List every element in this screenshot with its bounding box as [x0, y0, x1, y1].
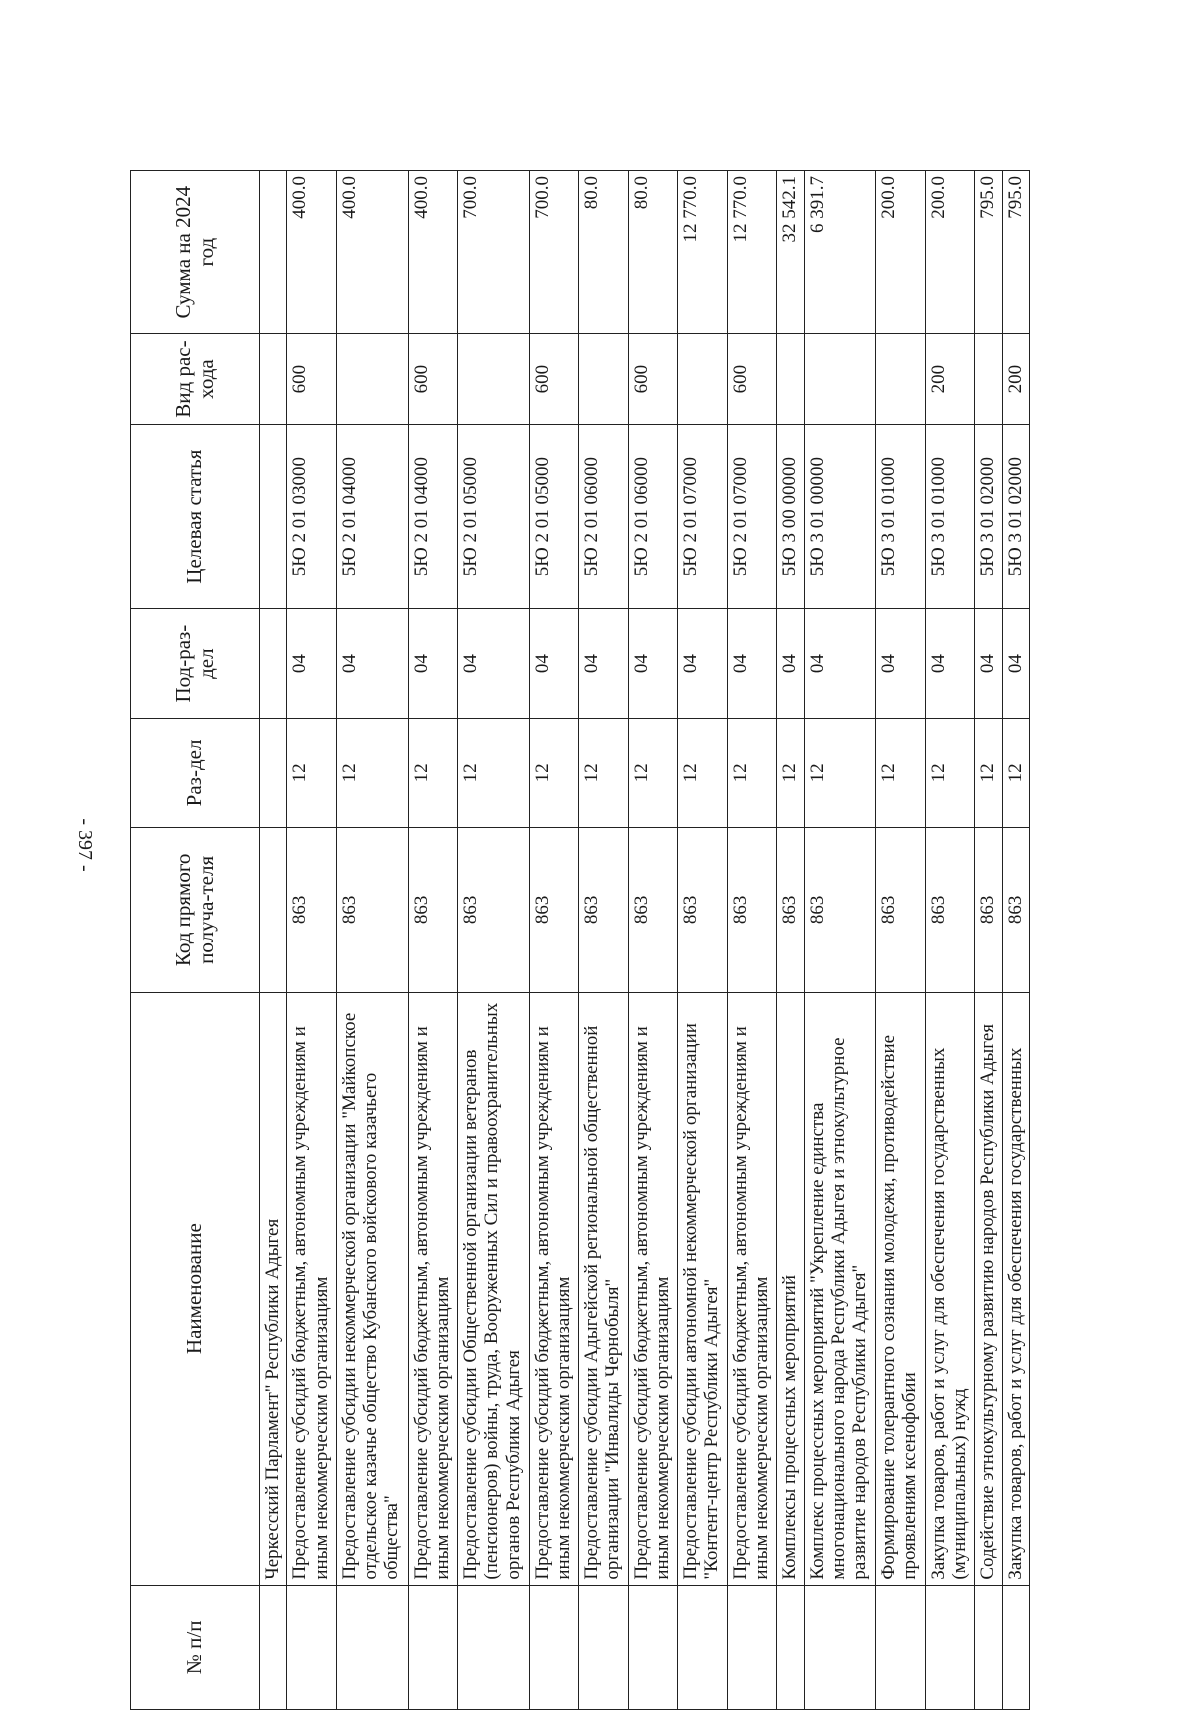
cell-amount: 6 391.7 — [804, 171, 876, 334]
cell-expense-type: 600 — [529, 334, 579, 424]
cell-name: Предоставление субсидий бюджетным, автономным учреждениям и иным некоммерческим организациям — [529, 992, 579, 1585]
cell-subsection: 04 — [925, 609, 975, 718]
cell-subsection: 04 — [628, 609, 678, 718]
table-row — [260, 171, 287, 1710]
cell-section: 12 — [1002, 718, 1030, 827]
cell-amount: 200.0 — [876, 171, 926, 334]
cell-num — [876, 1585, 926, 1709]
cell-recipient-code: 863 — [458, 828, 530, 993]
cell-recipient-code: 863 — [975, 828, 1002, 993]
table-row — [287, 171, 337, 1710]
cell-subsection: 04 — [336, 609, 408, 718]
cell-expense-type: 600 — [628, 334, 678, 424]
cell-expense-type — [458, 334, 530, 424]
col-header-target-article: Целевая статья — [131, 424, 260, 609]
cell-section: 12 — [579, 718, 629, 827]
table-row — [1002, 171, 1030, 1710]
cell-num — [336, 1585, 408, 1709]
cell-subsection: 04 — [975, 609, 1002, 718]
cell-expense-type — [336, 334, 408, 424]
cell-amount: 795.0 — [1002, 171, 1030, 334]
cell-recipient-code: 863 — [579, 828, 629, 993]
cell-amount: 32 542.1 — [777, 171, 804, 334]
cell-section: 12 — [876, 718, 926, 827]
cell-recipient-code: 863 — [408, 828, 458, 993]
cell-target-article: 5Ю 3 01 02000 — [1002, 424, 1030, 609]
rotated-table-container — [130, 170, 1030, 1710]
cell-expense-type — [260, 334, 287, 424]
cell-recipient-code: 863 — [925, 828, 975, 993]
cell-name: Предоставление субсидий бюджетным, автономным учреждениям и иным некоммерческим организациям — [727, 992, 777, 1585]
cell-num — [458, 1585, 530, 1709]
cell-expense-type — [777, 334, 804, 424]
cell-name: Формирование толерантного сознания молодежи, противодействие проявлениям ксенофобии — [876, 992, 926, 1585]
cell-name: Предоставление субсидий бюджетным, автономным учреждениям и иным некоммерческим организациям — [408, 992, 458, 1585]
cell-expense-type — [975, 334, 1002, 424]
cell-expense-type — [678, 334, 728, 424]
table-row — [336, 171, 408, 1710]
cell-subsection: 04 — [727, 609, 777, 718]
cell-amount: 400.0 — [287, 171, 337, 334]
cell-recipient-code: 863 — [876, 828, 926, 993]
cell-target-article — [260, 424, 287, 609]
cell-subsection — [260, 609, 287, 718]
cell-recipient-code: 863 — [804, 828, 876, 993]
cell-target-article: 5Ю 3 01 00000 — [804, 424, 876, 609]
cell-name: Закупка товаров, работ и услуг для обеспечения государственных — [1002, 992, 1030, 1585]
cell-section: 12 — [287, 718, 337, 827]
cell-section: 12 — [408, 718, 458, 827]
table-row — [727, 171, 777, 1710]
cell-section: 12 — [925, 718, 975, 827]
cell-amount: 700.0 — [529, 171, 579, 334]
cell-expense-type: 200 — [1002, 334, 1030, 424]
col-header-name: Наименование — [131, 992, 260, 1585]
table-row — [876, 171, 926, 1710]
cell-section: 12 — [727, 718, 777, 827]
cell-expense-type — [579, 334, 629, 424]
cell-num — [777, 1585, 804, 1709]
budget-table — [130, 170, 1030, 1710]
cell-section: 12 — [777, 718, 804, 827]
cell-name: Предоставление субсидии Адыгейской региональной общественной организации "Инвалиды Чернобыля" — [579, 992, 629, 1585]
table-body — [260, 171, 1030, 1710]
cell-subsection: 04 — [408, 609, 458, 718]
cell-num — [260, 1585, 287, 1709]
cell-section: 12 — [336, 718, 408, 827]
cell-subsection: 04 — [876, 609, 926, 718]
col-header-subsection: Под-раз-дел — [131, 609, 260, 718]
cell-target-article: 5Ю 3 01 01000 — [876, 424, 926, 609]
cell-target-article: 5Ю 2 01 05000 — [529, 424, 579, 609]
cell-name: Предоставление субсидий бюджетным, автономным учреждениям и иным некоммерческим организациям — [628, 992, 678, 1585]
cell-name: Закупка товаров, работ и услуг для обеспечения государственных (муниципальных) нужд — [925, 992, 975, 1585]
col-header-recipient-code: Код прямого получа-теля — [131, 828, 260, 993]
cell-amount: 12 770.0 — [678, 171, 728, 334]
cell-recipient-code: 863 — [678, 828, 728, 993]
page-number: - 397 - — [74, 818, 96, 872]
cell-subsection: 04 — [579, 609, 629, 718]
cell-expense-type: 200 — [925, 334, 975, 424]
cell-target-article: 5Ю 2 01 06000 — [628, 424, 678, 609]
cell-recipient-code: 863 — [287, 828, 337, 993]
cell-section: 12 — [458, 718, 530, 827]
cell-amount: 795.0 — [975, 171, 1002, 334]
cell-section: 12 — [678, 718, 728, 827]
cell-target-article: 5Ю 2 01 07000 — [727, 424, 777, 609]
cell-name: Предоставление субсидии автономной некоммерческой организации "Контент-центр Республики Адыгея" — [678, 992, 728, 1585]
cell-subsection: 04 — [529, 609, 579, 718]
cell-section — [260, 718, 287, 827]
cell-num — [804, 1585, 876, 1709]
cell-recipient-code — [260, 828, 287, 993]
cell-amount — [260, 171, 287, 334]
cell-num — [678, 1585, 728, 1709]
table-row — [529, 171, 579, 1710]
cell-num — [1002, 1585, 1030, 1709]
col-header-section: Раз-дел — [131, 718, 260, 827]
cell-amount: 400.0 — [408, 171, 458, 334]
cell-recipient-code: 863 — [628, 828, 678, 993]
cell-target-article: 5Ю 2 01 06000 — [579, 424, 629, 609]
table-row — [408, 171, 458, 1710]
cell-recipient-code: 863 — [1002, 828, 1030, 993]
cell-target-article: 5Ю 3 01 01000 — [925, 424, 975, 609]
cell-name: Предоставление субсидии некоммерческой организации "Майкопское отдельское казачье общество Кубанского войскового казачьего общества" — [336, 992, 408, 1585]
cell-amount: 200.0 — [925, 171, 975, 334]
cell-section: 12 — [975, 718, 1002, 827]
cell-amount: 12 770.0 — [727, 171, 777, 334]
cell-name: Предоставление субсидии Общественной организации ветеранов (пенсионеров) войны, труда, Вооруженных Сил и правоохранительных органов Республики Адыгея — [458, 992, 530, 1585]
cell-target-article: 5Ю 2 01 03000 — [287, 424, 337, 609]
cell-expense-type — [804, 334, 876, 424]
table-row — [925, 171, 975, 1710]
cell-name: Черкесский Парламент" Республики Адыгея — [260, 992, 287, 1585]
cell-target-article: 5Ю 2 01 04000 — [336, 424, 408, 609]
cell-amount: 700.0 — [458, 171, 530, 334]
cell-subsection: 04 — [678, 609, 728, 718]
cell-expense-type: 600 — [727, 334, 777, 424]
cell-expense-type: 600 — [287, 334, 337, 424]
cell-amount: 80.0 — [579, 171, 629, 334]
cell-subsection: 04 — [1002, 609, 1030, 718]
cell-recipient-code: 863 — [727, 828, 777, 993]
cell-amount: 80.0 — [628, 171, 678, 334]
col-header-num: № п/п — [131, 1585, 260, 1709]
cell-num — [727, 1585, 777, 1709]
cell-subsection: 04 — [777, 609, 804, 718]
col-header-expense-type: Вид рас-хода — [131, 334, 260, 424]
table-row — [458, 171, 530, 1710]
cell-section: 12 — [804, 718, 876, 827]
cell-subsection: 04 — [287, 609, 337, 718]
cell-target-article: 5Ю 2 01 04000 — [408, 424, 458, 609]
cell-num — [529, 1585, 579, 1709]
table-row — [579, 171, 629, 1710]
table-row — [777, 171, 804, 1710]
cell-name: Комплекс процессных мероприятий "Укрепление единства многонационального народа Республики Адыгея и этнокультурное развитие народов Республики Адыгея" — [804, 992, 876, 1585]
cell-recipient-code: 863 — [529, 828, 579, 993]
cell-expense-type — [876, 334, 926, 424]
table-row — [975, 171, 1002, 1710]
cell-target-article: 5Ю 2 01 07000 — [678, 424, 728, 609]
cell-num — [287, 1585, 337, 1709]
table-row — [628, 171, 678, 1710]
cell-target-article: 5Ю 3 01 02000 — [975, 424, 1002, 609]
cell-num — [975, 1585, 1002, 1709]
cell-name: Комплексы процессных мероприятий — [777, 992, 804, 1585]
cell-name: Содействие этнокультурному развитию народов Республики Адыгея — [975, 992, 1002, 1585]
cell-amount: 400.0 — [336, 171, 408, 334]
cell-num — [925, 1585, 975, 1709]
col-header-amount: Сумма на 2024 год — [131, 171, 260, 334]
cell-num — [628, 1585, 678, 1709]
cell-name: Предоставление субсидий бюджетным, автономным учреждениям и иным некоммерческим организациям — [287, 992, 337, 1585]
cell-section: 12 — [529, 718, 579, 827]
cell-subsection: 04 — [458, 609, 530, 718]
cell-subsection: 04 — [804, 609, 876, 718]
cell-target-article: 5Ю 2 01 05000 — [458, 424, 530, 609]
cell-recipient-code: 863 — [777, 828, 804, 993]
cell-num — [408, 1585, 458, 1709]
cell-target-article: 5Ю 3 00 00000 — [777, 424, 804, 609]
cell-recipient-code: 863 — [336, 828, 408, 993]
table-header-row — [131, 171, 260, 1710]
table-row — [804, 171, 876, 1710]
cell-num — [579, 1585, 629, 1709]
cell-section: 12 — [628, 718, 678, 827]
table-row — [678, 171, 728, 1710]
cell-expense-type: 600 — [408, 334, 458, 424]
